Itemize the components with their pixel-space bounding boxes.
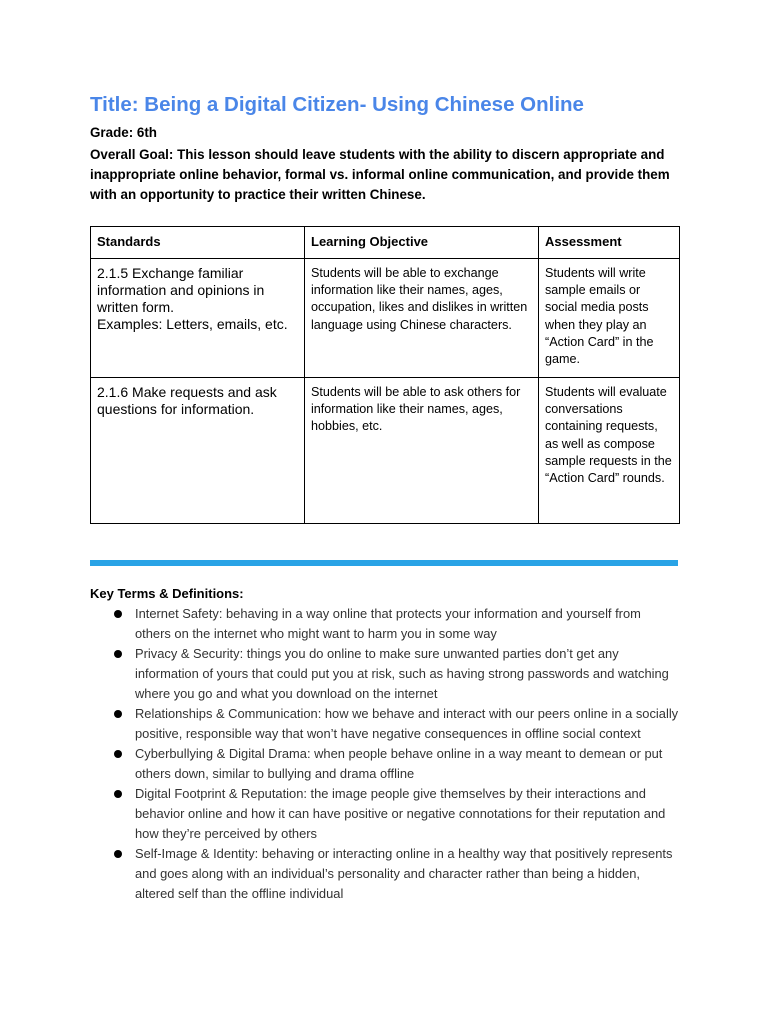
standards-table [90, 226, 680, 524]
bullet-icon [114, 650, 122, 658]
list-item [90, 744, 680, 784]
assessment-cell: Students will write sample emails or social media posts when they play an “Action Card” in the game. [539, 259, 680, 378]
key-terms-list [90, 604, 680, 904]
term-text: Self-Image & Identity: behaving or interacting online in a healthy way that positively represents and goes along with an individual’s personality and character rather than being a hidden, altered self than the offline individual [135, 846, 673, 901]
header-learning-objective: Learning Objective [305, 227, 539, 259]
list-item [90, 844, 680, 904]
objective-cell: Students will be able to exchange information like their names, ages, occupation, likes and dislikes in written language using Chinese characters. [305, 259, 539, 378]
standard-cell [91, 259, 305, 378]
table-row [91, 259, 680, 378]
term-text: Relationships & Communication: how we behave and interact with our peers online in a socially positive, responsible way that won’t have negative consequences in offline social context [135, 706, 679, 741]
bullet-icon [114, 750, 122, 758]
section-divider [90, 560, 678, 566]
bullet-icon [114, 850, 122, 858]
list-item [90, 704, 680, 744]
bullet-icon [114, 790, 122, 798]
page-title: Title: Being a Digital Citizen- Using Chinese Online [90, 93, 584, 116]
table-row [91, 378, 680, 524]
assessment-cell: Students will evaluate conversations containing requests, as well as compose sample requests in the “Action Card” rounds. [539, 378, 680, 524]
standard-text: 2.1.5 Exchange familiar information and opinions in written form. [97, 265, 265, 315]
standard-text: 2.1.6 Make requests and ask questions for information. [97, 384, 277, 417]
term-text: Privacy & Security: things you do online to make sure unwanted parties don’t get any information of yours that could put you at risk, such as having strong passwords and watching where you go and what you download on the internet [135, 646, 669, 701]
term-text: Digital Footprint & Reputation: the image people give themselves by their interactions and behavior online and how it can have positive or negative connotations for their reputation and how they’re perceived by others [135, 786, 666, 841]
bullet-icon [114, 710, 122, 718]
standard-examples: Examples: Letters, emails, etc. [97, 316, 288, 332]
list-item [90, 644, 680, 704]
key-terms-heading: Key Terms & Definitions: [90, 586, 244, 601]
header-assessment: Assessment [539, 227, 680, 259]
term-text: Internet Safety: behaving in a way online that protects your information and yourself from others on the internet who might want to harm you in some way [135, 606, 641, 641]
header-standards: Standards [91, 227, 305, 259]
standard-cell [91, 378, 305, 524]
overall-goal: Overall Goal: This lesson should leave students with the ability to discern appropriate and inappropriate online behavior, formal vs. informal online communication, and provide them with an opportunity to practice their written Chinese. [90, 147, 670, 202]
grade-line: Grade: 6th [90, 125, 157, 140]
table-header-row [91, 227, 680, 259]
objective-cell: Students will be able to ask others for information like their names, ages, hobbies, etc. [305, 378, 539, 524]
list-item [90, 784, 680, 844]
term-text: Cyberbullying & Digital Drama: when people behave online in a way meant to demean or put others down, similar to bullying and drama offline [135, 746, 663, 781]
bullet-icon [114, 610, 122, 618]
list-item [90, 604, 680, 644]
